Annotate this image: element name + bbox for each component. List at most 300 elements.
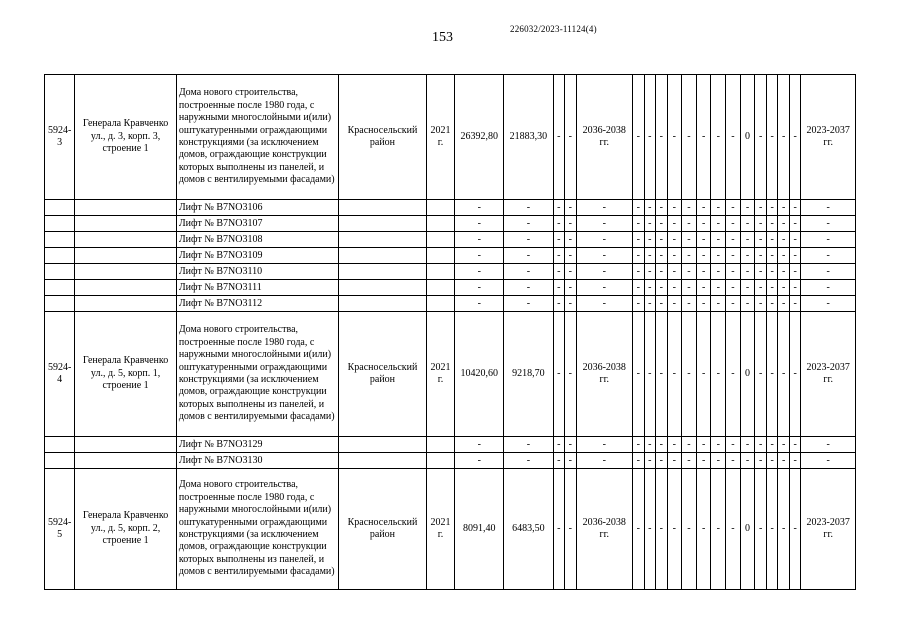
lift-row (45, 232, 856, 248)
dash-cell: - (633, 264, 645, 280)
lift-name-cell: Лифт № В7NО3109 (176, 248, 338, 264)
dash-cell: - (656, 264, 668, 280)
dash-cell: - (696, 469, 711, 590)
dash-cell: - (778, 296, 790, 312)
year-cell: 2021 г. (426, 312, 454, 437)
empty-cell (75, 232, 177, 248)
address-cell: Генерала Кравченко ул., д. 5, корп. 2, строение 1 (75, 469, 177, 590)
empty-cell (75, 437, 177, 453)
empty-cell (426, 453, 454, 469)
dash-cell: - (504, 200, 553, 216)
dash-cell: - (696, 216, 711, 232)
dash-cell: - (633, 469, 645, 590)
dash-cell: - (766, 312, 778, 437)
empty-cell (45, 248, 75, 264)
empty-cell (339, 280, 427, 296)
dash-cell: - (576, 200, 633, 216)
dash-cell: - (766, 280, 778, 296)
dash-cell: - (696, 437, 711, 453)
dash-cell: - (789, 437, 801, 453)
dash-cell: - (553, 248, 565, 264)
dash-cell: - (778, 264, 790, 280)
table-row (45, 312, 856, 437)
address-cell: Генерала Кравченко ул., д. 5, корп. 1, строение 1 (75, 312, 177, 437)
dash-cell: - (766, 453, 778, 469)
dash-cell: - (553, 280, 565, 296)
dash-cell: - (667, 248, 682, 264)
dash-cell: - (682, 248, 697, 264)
dash-cell: - (565, 437, 577, 453)
dash-cell: - (576, 216, 633, 232)
dash-cell: - (656, 469, 668, 590)
dash-cell: - (553, 296, 565, 312)
dash-cell: - (553, 200, 565, 216)
dash-cell: - (633, 216, 645, 232)
dash-cell: - (711, 248, 726, 264)
dash-cell: - (766, 75, 778, 200)
dash-cell: - (755, 216, 767, 232)
dash-cell: - (682, 264, 697, 280)
dash-cell: - (801, 280, 856, 296)
dash-cell: - (801, 216, 856, 232)
page-number: 153 (432, 30, 453, 45)
empty-cell (45, 296, 75, 312)
dash-cell: - (644, 232, 656, 248)
dash-cell: - (565, 312, 577, 437)
empty-cell (45, 264, 75, 280)
dash-cell: - (553, 216, 565, 232)
dash-cell: - (644, 312, 656, 437)
empty-cell (75, 453, 177, 469)
dash-cell: - (766, 296, 778, 312)
dash-cell: - (644, 248, 656, 264)
lift-name-cell: Лифт № В7NО3110 (176, 264, 338, 280)
period-cell: 2036-2038 гг. (576, 312, 633, 437)
final-period-cell: 2023-2037 гг. (801, 469, 856, 590)
dash-cell: - (565, 280, 577, 296)
empty-cell (45, 453, 75, 469)
year-cell: 2021 г. (426, 75, 454, 200)
dash-cell: - (711, 312, 726, 437)
value2-cell: 21883,30 (504, 75, 553, 200)
zero-cell: 0 (740, 312, 755, 437)
dash-cell: - (455, 248, 504, 264)
dash-cell: - (740, 437, 755, 453)
dash-cell: - (778, 312, 790, 437)
empty-cell (426, 248, 454, 264)
dash-cell: - (789, 200, 801, 216)
dash-cell: - (696, 232, 711, 248)
dash-cell: - (778, 453, 790, 469)
dash-cell: - (633, 232, 645, 248)
dash-cell: - (667, 453, 682, 469)
dash-cell: - (726, 469, 741, 590)
dash-cell: - (667, 296, 682, 312)
dash-cell: - (644, 264, 656, 280)
lift-row (45, 248, 856, 264)
empty-cell (339, 296, 427, 312)
lift-name-cell: Лифт № В7NО3112 (176, 296, 338, 312)
row-number-cell: 5924-4 (45, 312, 75, 437)
table-row (45, 469, 856, 590)
dash-cell: - (633, 296, 645, 312)
dash-cell: - (565, 248, 577, 264)
dash-cell: - (711, 216, 726, 232)
lift-row (45, 264, 856, 280)
dash-cell: - (656, 200, 668, 216)
dash-cell: - (633, 200, 645, 216)
empty-cell (45, 200, 75, 216)
dash-cell: - (504, 232, 553, 248)
dash-cell: - (633, 75, 645, 200)
dash-cell: - (553, 264, 565, 280)
dash-cell: - (755, 280, 767, 296)
lift-name-cell: Лифт № В7NО3111 (176, 280, 338, 296)
value2-cell: 6483,50 (504, 469, 553, 590)
dash-cell: - (656, 248, 668, 264)
dash-cell: - (455, 280, 504, 296)
dash-cell: - (778, 232, 790, 248)
dash-cell: - (726, 453, 741, 469)
dash-cell: - (801, 248, 856, 264)
dash-cell: - (726, 75, 741, 200)
final-period-cell: 2023-2037 гг. (801, 75, 856, 200)
dash-cell: - (789, 264, 801, 280)
empty-cell (75, 248, 177, 264)
dash-cell: - (789, 216, 801, 232)
dash-cell: - (504, 280, 553, 296)
dash-cell: - (682, 200, 697, 216)
dash-cell: - (656, 437, 668, 453)
empty-cell (339, 437, 427, 453)
address-cell: Генерала Кравченко ул., д. 3, корп. 3, строение 1 (75, 75, 177, 200)
dash-cell: - (633, 280, 645, 296)
dash-cell: - (766, 216, 778, 232)
dash-cell: - (576, 264, 633, 280)
dash-cell: - (656, 216, 668, 232)
dash-cell: - (755, 296, 767, 312)
dash-cell: - (644, 453, 656, 469)
dash-cell: - (633, 453, 645, 469)
dash-cell: - (667, 280, 682, 296)
dash-cell: - (682, 453, 697, 469)
dash-cell: - (682, 232, 697, 248)
dash-cell: - (766, 232, 778, 248)
dash-cell: - (553, 469, 565, 590)
dash-cell: - (682, 75, 697, 200)
value1-cell: 26392,80 (455, 75, 504, 200)
dash-cell: - (656, 453, 668, 469)
dash-cell: - (656, 296, 668, 312)
dash-cell: - (755, 248, 767, 264)
value2-cell: 9218,70 (504, 312, 553, 437)
dash-cell: - (726, 296, 741, 312)
dash-cell: - (504, 248, 553, 264)
dash-cell: - (755, 312, 767, 437)
value1-cell: 10420,60 (455, 312, 504, 437)
dash-cell: - (726, 264, 741, 280)
dash-cell: - (696, 280, 711, 296)
dash-cell: - (801, 296, 856, 312)
dash-cell: - (789, 75, 801, 200)
empty-cell (426, 437, 454, 453)
lift-row (45, 280, 856, 296)
dash-cell: - (667, 469, 682, 590)
empty-cell (426, 264, 454, 280)
dash-cell: - (504, 216, 553, 232)
dash-cell: - (726, 280, 741, 296)
empty-cell (339, 232, 427, 248)
dash-cell: - (455, 216, 504, 232)
dash-cell: - (789, 312, 801, 437)
dash-cell: - (667, 437, 682, 453)
dash-cell: - (455, 232, 504, 248)
dash-cell: - (789, 248, 801, 264)
dash-cell: - (656, 280, 668, 296)
dash-cell: - (778, 469, 790, 590)
empty-cell (426, 280, 454, 296)
dash-cell: - (740, 200, 755, 216)
dash-cell: - (553, 232, 565, 248)
dash-cell: - (711, 437, 726, 453)
dash-cell: - (789, 280, 801, 296)
dash-cell: - (633, 248, 645, 264)
dash-cell: - (696, 453, 711, 469)
dash-cell: - (644, 469, 656, 590)
description-cell: Дома нового строительства, построенные после 1980 года, с наружными многослойными и(или) оштукатуренными ограждающими конструкциями (за исключением домов, ограждающие конструкции которых выполнены из панелей, и домов с вентилируемыми фасадами) (176, 75, 338, 200)
dash-cell: - (789, 296, 801, 312)
empty-cell (45, 216, 75, 232)
row-number-cell: 5924-5 (45, 469, 75, 590)
dash-cell: - (740, 280, 755, 296)
dash-cell: - (644, 437, 656, 453)
dash-cell: - (504, 453, 553, 469)
dash-cell: - (711, 469, 726, 590)
dash-cell: - (696, 296, 711, 312)
dash-cell: - (726, 437, 741, 453)
dash-cell: - (696, 75, 711, 200)
dash-cell: - (565, 469, 577, 590)
empty-cell (75, 264, 177, 280)
dash-cell: - (682, 296, 697, 312)
dash-cell: - (778, 248, 790, 264)
dash-cell: - (565, 216, 577, 232)
period-cell: 2036-2038 гг. (576, 75, 633, 200)
dash-cell: - (711, 453, 726, 469)
dash-cell: - (682, 469, 697, 590)
dash-cell: - (644, 200, 656, 216)
empty-cell (426, 232, 454, 248)
dash-cell: - (755, 75, 767, 200)
dash-cell: - (696, 264, 711, 280)
dash-cell: - (755, 264, 767, 280)
dash-cell: - (778, 437, 790, 453)
dash-cell: - (711, 264, 726, 280)
dash-cell: - (553, 75, 565, 200)
dash-cell: - (682, 437, 697, 453)
empty-cell (339, 453, 427, 469)
lift-name-cell: Лифт № В7NО3106 (176, 200, 338, 216)
year-cell: 2021 г. (426, 469, 454, 590)
dash-cell: - (726, 312, 741, 437)
dash-cell: - (696, 248, 711, 264)
dash-cell: - (667, 75, 682, 200)
dash-cell: - (740, 296, 755, 312)
dash-cell: - (778, 200, 790, 216)
dash-cell: - (565, 75, 577, 200)
dash-cell: - (553, 312, 565, 437)
dash-cell: - (766, 200, 778, 216)
dash-cell: - (726, 232, 741, 248)
row-number-cell: 5924-3 (45, 75, 75, 200)
document-code: 226032/2023-11124(4) (510, 24, 597, 34)
empty-cell (426, 296, 454, 312)
dash-cell: - (711, 296, 726, 312)
dash-cell: - (576, 437, 633, 453)
dash-cell: - (656, 312, 668, 437)
dash-cell: - (504, 437, 553, 453)
lift-row (45, 296, 856, 312)
empty-cell (339, 264, 427, 280)
value1-cell: 8091,40 (455, 469, 504, 590)
dash-cell: - (766, 469, 778, 590)
dash-cell: - (766, 437, 778, 453)
zero-cell: 0 (740, 75, 755, 200)
dash-cell: - (576, 453, 633, 469)
dash-cell: - (553, 453, 565, 469)
dash-cell: - (740, 264, 755, 280)
register-table (44, 74, 856, 590)
district-cell: Красносельский район (339, 312, 427, 437)
dash-cell: - (644, 280, 656, 296)
dash-cell: - (778, 75, 790, 200)
dash-cell: - (801, 232, 856, 248)
lift-row (45, 216, 856, 232)
dash-cell: - (667, 232, 682, 248)
empty-cell (45, 232, 75, 248)
dash-cell: - (667, 200, 682, 216)
dash-cell: - (633, 437, 645, 453)
dash-cell: - (696, 312, 711, 437)
empty-cell (339, 248, 427, 264)
dash-cell: - (565, 296, 577, 312)
dash-cell: - (455, 453, 504, 469)
description-cell: Дома нового строительства, построенные после 1980 года, с наружными многослойными и(или) оштукатуренными ограждающими конструкциями (за исключением домов, ограждающие конструкции которых выполнены из панелей, и домов с вентилируемыми фасадами) (176, 469, 338, 590)
dash-cell: - (726, 200, 741, 216)
dash-cell: - (801, 437, 856, 453)
lift-name-cell: Лифт № В7NО3130 (176, 453, 338, 469)
lift-row (45, 200, 856, 216)
dash-cell: - (656, 232, 668, 248)
dash-cell: - (766, 264, 778, 280)
zero-cell: 0 (740, 469, 755, 590)
dash-cell: - (740, 453, 755, 469)
dash-cell: - (778, 280, 790, 296)
dash-cell: - (565, 453, 577, 469)
dash-cell: - (801, 264, 856, 280)
table-body (45, 75, 856, 590)
dash-cell: - (667, 216, 682, 232)
dash-cell: - (455, 200, 504, 216)
district-cell: Красносельский район (339, 75, 427, 200)
dash-cell: - (553, 437, 565, 453)
dash-cell: - (755, 453, 767, 469)
dash-cell: - (455, 296, 504, 312)
dash-cell: - (576, 232, 633, 248)
dash-cell: - (644, 216, 656, 232)
dash-cell: - (789, 453, 801, 469)
dash-cell: - (504, 264, 553, 280)
dash-cell: - (755, 200, 767, 216)
dash-cell: - (726, 248, 741, 264)
dash-cell: - (711, 200, 726, 216)
empty-cell (339, 200, 427, 216)
empty-cell (426, 200, 454, 216)
lift-row (45, 437, 856, 453)
dash-cell: - (504, 296, 553, 312)
empty-cell (45, 280, 75, 296)
empty-cell (75, 216, 177, 232)
dash-cell: - (711, 280, 726, 296)
dash-cell: - (766, 248, 778, 264)
dash-cell: - (726, 216, 741, 232)
empty-cell (45, 437, 75, 453)
dash-cell: - (778, 216, 790, 232)
dash-cell: - (565, 200, 577, 216)
dash-cell: - (576, 280, 633, 296)
dash-cell: - (656, 75, 668, 200)
lift-row (45, 453, 856, 469)
dash-cell: - (740, 216, 755, 232)
dash-cell: - (576, 248, 633, 264)
empty-cell (426, 216, 454, 232)
dash-cell: - (455, 264, 504, 280)
dash-cell: - (455, 437, 504, 453)
dash-cell: - (755, 232, 767, 248)
dash-cell: - (711, 75, 726, 200)
dash-cell: - (633, 312, 645, 437)
dash-cell: - (740, 232, 755, 248)
dash-cell: - (682, 280, 697, 296)
dash-cell: - (755, 437, 767, 453)
dash-cell: - (644, 75, 656, 200)
dash-cell: - (789, 469, 801, 590)
dash-cell: - (667, 264, 682, 280)
lift-name-cell: Лифт № В7NО3107 (176, 216, 338, 232)
description-cell: Дома нового строительства, построенные после 1980 года, с наружными многослойными и(или) оштукатуренными ограждающими конструкциями (за исключением домов, ограждающие конструкции которых выполнены из панелей, и домов с вентилируемыми фасадами) (176, 312, 338, 437)
lift-name-cell: Лифт № В7NО3108 (176, 232, 338, 248)
dash-cell: - (644, 296, 656, 312)
district-cell: Красносельский район (339, 469, 427, 590)
empty-cell (339, 216, 427, 232)
dash-cell: - (711, 232, 726, 248)
dash-cell: - (576, 296, 633, 312)
empty-cell (75, 200, 177, 216)
dash-cell: - (801, 453, 856, 469)
dash-cell: - (801, 200, 856, 216)
period-cell: 2036-2038 гг. (576, 469, 633, 590)
dash-cell: - (565, 232, 577, 248)
dash-cell: - (682, 312, 697, 437)
dash-cell: - (789, 232, 801, 248)
empty-cell (75, 296, 177, 312)
dash-cell: - (667, 312, 682, 437)
lift-name-cell: Лифт № В7NО3129 (176, 437, 338, 453)
dash-cell: - (696, 200, 711, 216)
empty-cell (75, 280, 177, 296)
table-row (45, 75, 856, 200)
dash-cell: - (740, 248, 755, 264)
